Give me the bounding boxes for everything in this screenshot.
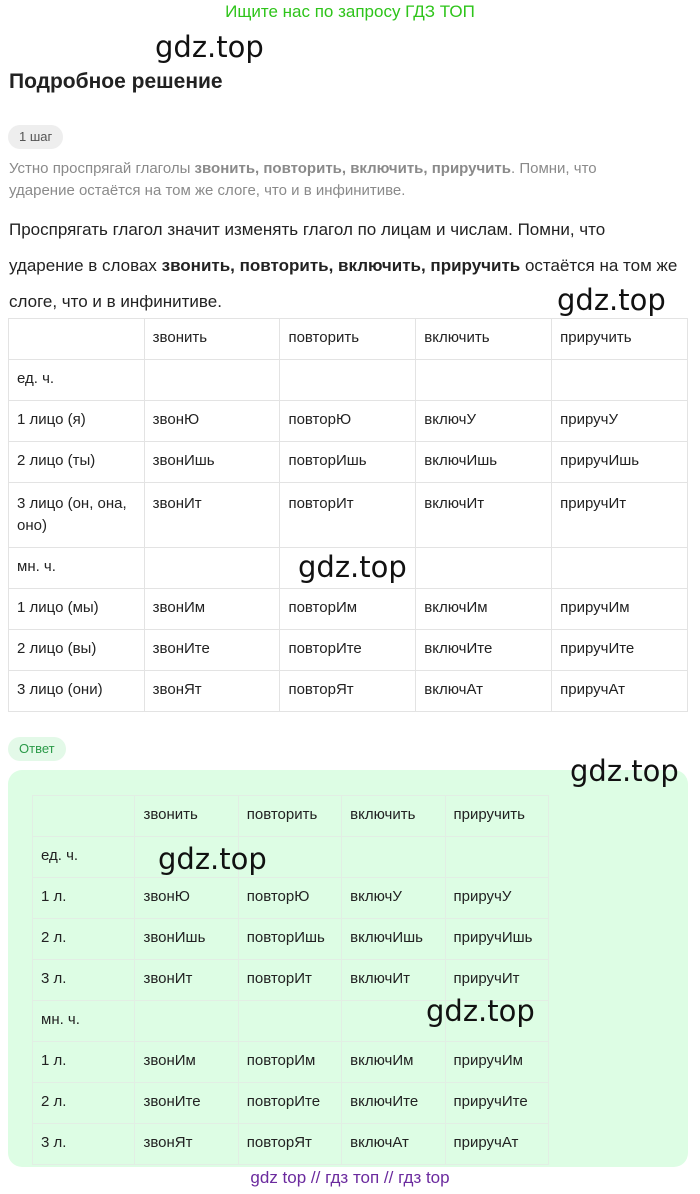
table-row <box>33 1042 549 1083</box>
table-cell <box>552 548 688 589</box>
table-cell <box>144 548 280 589</box>
table-cell: звонИт <box>144 483 280 548</box>
table-cell <box>280 360 416 401</box>
explanation-prefix: Проспрягать глагол значит изменять глагол по лицам и числам. Помни, что ударение в словах <box>9 220 606 275</box>
table-cell: повторИм <box>280 589 416 630</box>
table-cell: 2 л. <box>33 1083 135 1124</box>
table-header-cell: приручить <box>445 796 548 837</box>
table-header-cell: включить <box>416 319 552 360</box>
step-badge: 1 шаг <box>8 125 63 149</box>
table-cell <box>33 796 135 837</box>
table-cell: звонИте <box>135 1083 238 1124</box>
watermark: gdz.top <box>557 283 666 317</box>
table-cell: звонЮ <box>135 878 238 919</box>
table-cell: ед. ч. <box>9 360 145 401</box>
answer-badge: Ответ <box>8 737 66 761</box>
table-cell: 1 лицо (мы) <box>9 589 145 630</box>
table-cell: звонИт <box>135 960 238 1001</box>
table-cell <box>144 360 280 401</box>
task-prefix: Устно проспрягай глаголы <box>9 160 195 177</box>
table-cell: повторЯт <box>280 671 416 712</box>
table-cell: включАт <box>416 671 552 712</box>
table-cell: включАт <box>342 1124 445 1165</box>
table-cell: приручИт <box>552 483 688 548</box>
table-header-cell: повторить <box>238 796 341 837</box>
table-cell: звонЯт <box>144 671 280 712</box>
table-cell: повторИшь <box>238 919 341 960</box>
table-cell: включИм <box>342 1042 445 1083</box>
table-row <box>33 878 549 919</box>
table-cell: звонИм <box>135 1042 238 1083</box>
table-cell <box>416 360 552 401</box>
table-cell: звонЯт <box>135 1124 238 1165</box>
answer-table <box>32 795 549 1165</box>
table-row <box>33 1083 549 1124</box>
table-cell: 3 л. <box>33 1124 135 1165</box>
table-row <box>9 483 688 548</box>
table-cell: повторЮ <box>280 401 416 442</box>
table-cell: 2 л. <box>33 919 135 960</box>
table-cell: звонЮ <box>144 401 280 442</box>
table-row <box>9 671 688 712</box>
watermark: gdz.top <box>570 754 679 788</box>
table-cell: 2 лицо (ты) <box>9 442 145 483</box>
table-cell <box>445 837 548 878</box>
table-row <box>33 919 549 960</box>
explanation-verbs: звонить, повторить, включить, приручить <box>161 256 521 275</box>
table-cell: мн. ч. <box>33 1001 135 1042</box>
table-row <box>9 442 688 483</box>
table-cell <box>416 548 552 589</box>
task-verbs: звонить, повторить, включить, приручить <box>194 160 511 177</box>
table-cell: приручАт <box>552 671 688 712</box>
table-header-cell: звонить <box>144 319 280 360</box>
watermark: gdz.top <box>158 842 267 876</box>
table-cell: звонИм <box>144 589 280 630</box>
table-cell: повторИт <box>238 960 341 1001</box>
table-cell: повторИте <box>280 630 416 671</box>
table-row <box>9 589 688 630</box>
table-cell: повторИм <box>238 1042 341 1083</box>
table-cell: приручУ <box>445 878 548 919</box>
table-row <box>9 401 688 442</box>
table-cell <box>238 1001 341 1042</box>
table-cell: приручИте <box>445 1083 548 1124</box>
task-text <box>9 158 649 202</box>
table-cell: приручУ <box>552 401 688 442</box>
table-cell: 1 л. <box>33 878 135 919</box>
watermark: gdz.top <box>298 550 407 584</box>
table-cell: приручИшь <box>445 919 548 960</box>
table-cell: включУ <box>342 878 445 919</box>
table-header-cell: приручить <box>552 319 688 360</box>
table-cell: включИте <box>342 1083 445 1124</box>
table-cell: ед. ч. <box>33 837 135 878</box>
table-row <box>9 360 688 401</box>
table-cell: повторИшь <box>280 442 416 483</box>
table-cell: 1 лицо (я) <box>9 401 145 442</box>
explanation-suffix: остаётся на том же слоге, что и в инфинитиве. <box>9 256 678 311</box>
table-cell: повторИте <box>238 1083 341 1124</box>
table-row <box>9 630 688 671</box>
table-row <box>33 837 549 878</box>
table-header-row <box>9 319 688 360</box>
task-suffix: . Помни, что ударение остаётся на том же слоге, что и в инфинитиве. <box>9 160 597 199</box>
table-cell: включИт <box>416 483 552 548</box>
table-cell: 1 л. <box>33 1042 135 1083</box>
table-header-row <box>33 796 549 837</box>
table-header-cell: повторить <box>280 319 416 360</box>
table-cell: включИм <box>416 589 552 630</box>
table-cell: повторЮ <box>238 878 341 919</box>
table-header-cell: звонить <box>135 796 238 837</box>
table-cell: 3 лицо (они) <box>9 671 145 712</box>
table-cell: приручАт <box>445 1124 548 1165</box>
watermark: gdz.top <box>426 994 535 1028</box>
table-cell: включИте <box>416 630 552 671</box>
table-cell: приручИм <box>552 589 688 630</box>
table-cell: звонИшь <box>144 442 280 483</box>
table-cell <box>135 1001 238 1042</box>
table-cell: звонИшь <box>135 919 238 960</box>
conjugation-table <box>8 318 688 712</box>
table-cell: приручИте <box>552 630 688 671</box>
table-cell: повторИт <box>280 483 416 548</box>
table-cell: приручИм <box>445 1042 548 1083</box>
table-cell: включИшь <box>416 442 552 483</box>
table-cell <box>342 837 445 878</box>
table-cell: включИт <box>342 960 445 1001</box>
table-cell: звонИте <box>144 630 280 671</box>
section-title: Подробное решение <box>9 70 223 93</box>
table-cell: включУ <box>416 401 552 442</box>
watermark: gdz.top <box>155 30 264 64</box>
table-cell: приручИт <box>445 960 548 1001</box>
table-cell: 3 лицо (он, она, оно) <box>9 483 145 548</box>
table-cell: повторЯт <box>238 1124 341 1165</box>
table-cell <box>9 319 145 360</box>
search-banner: Ищите нас по запросу ГДЗ ТОП <box>225 2 475 21</box>
table-row <box>33 1124 549 1165</box>
table-cell: 2 лицо (вы) <box>9 630 145 671</box>
table-cell: приручИшь <box>552 442 688 483</box>
footer-watermark: gdz top // гдз топ // гдз top <box>250 1168 450 1187</box>
table-cell: включИшь <box>342 919 445 960</box>
table-header-cell: включить <box>342 796 445 837</box>
table-cell <box>552 360 688 401</box>
table-cell: 3 л. <box>33 960 135 1001</box>
table-cell: мн. ч. <box>9 548 145 589</box>
